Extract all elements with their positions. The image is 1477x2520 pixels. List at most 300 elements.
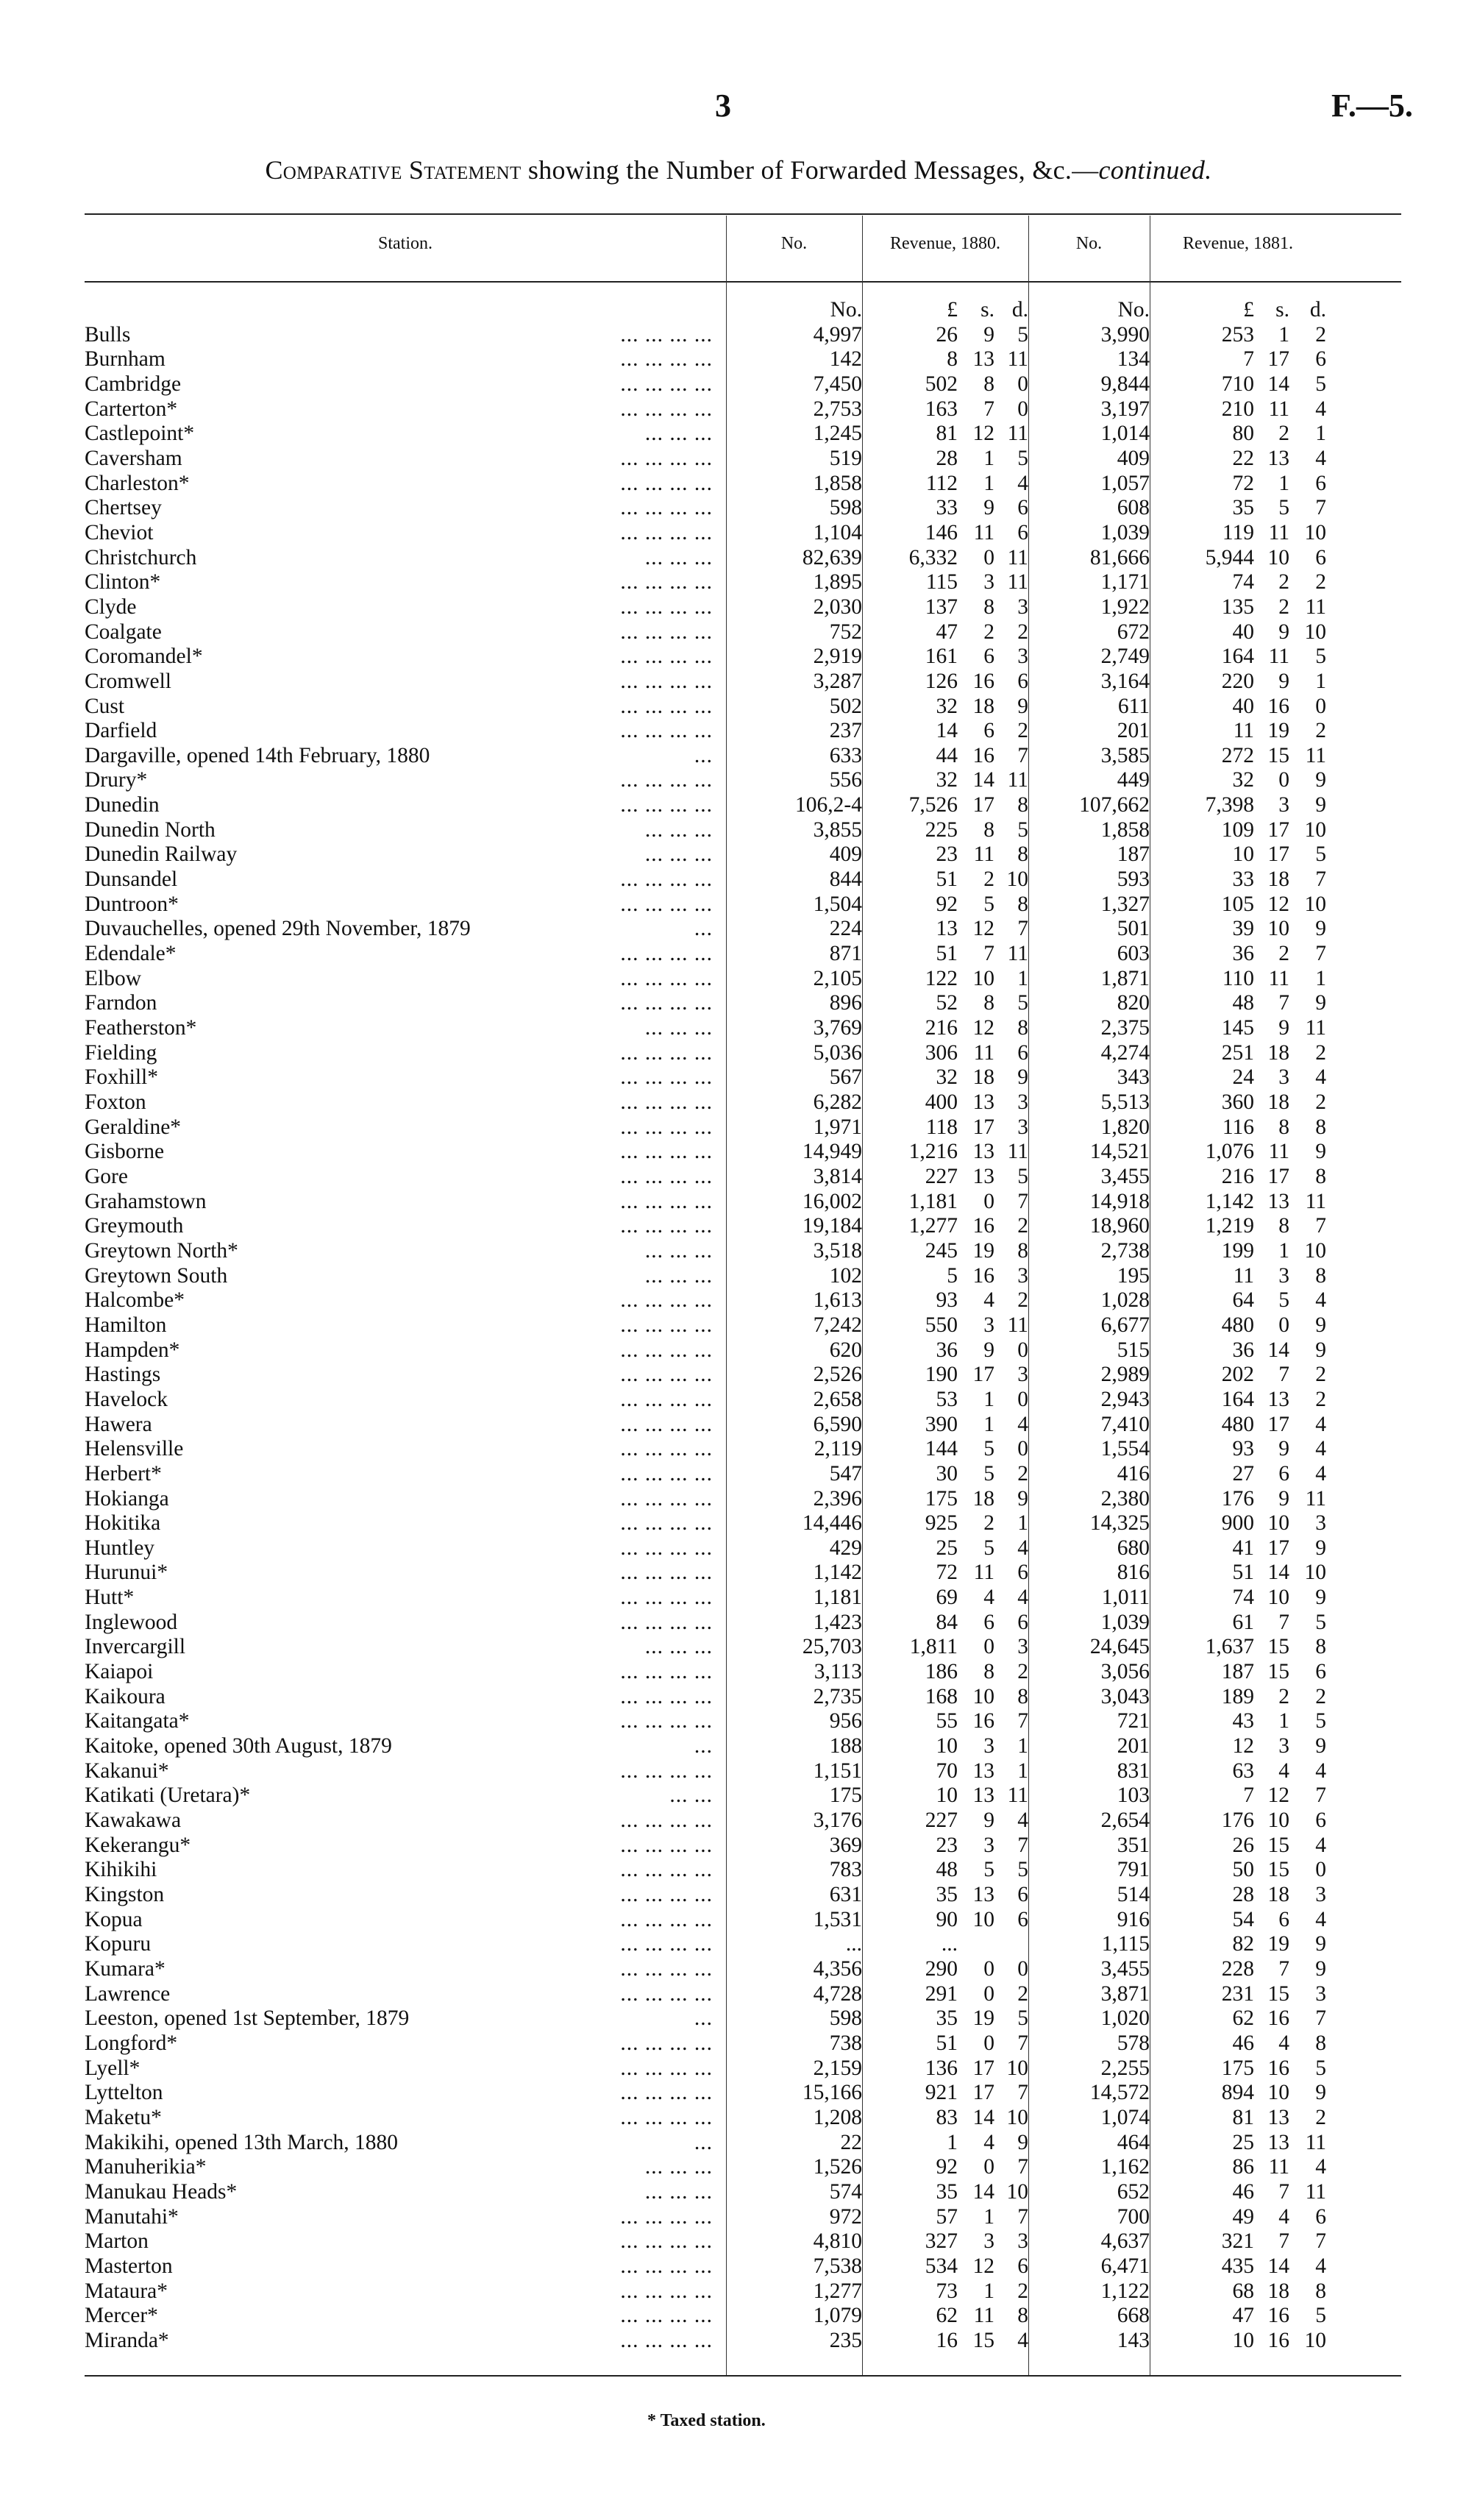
leader-dots: ... ... ... ... (620, 1313, 713, 1337)
count-1880: 547 (829, 1461, 862, 1486)
pounds-1881: 7 (1243, 1783, 1254, 1808)
leader-dots: ... (694, 2130, 713, 2154)
pounds-1881: 47 (1232, 2304, 1254, 2328)
pence-1881: 2 (1315, 1363, 1326, 1387)
count-1881: 1,020 (1100, 2006, 1150, 2031)
revenue-1881 (1150, 1041, 1326, 1066)
pounds-1880: 1,181 (908, 1189, 958, 1213)
shillings-1881: 15 (1267, 743, 1289, 767)
station-cell (85, 1932, 726, 1957)
unit-revenue (1150, 298, 1326, 323)
pence-1880: 0 (1017, 1338, 1028, 1362)
station-cell (85, 768, 726, 793)
pounds-1881: 135 (1221, 594, 1254, 619)
revenue-1880 (862, 892, 1028, 918)
shillings-1881: 2 (1278, 1684, 1289, 1708)
leader-dots: ... ... ... ... (620, 2081, 713, 2105)
count-1881: 9,844 (1100, 372, 1150, 396)
shillings-1881: 4 (1278, 2204, 1289, 2229)
table-row (85, 991, 1326, 1016)
table-row (85, 1660, 1326, 1685)
station-name: Manuherikia* (85, 2155, 207, 2179)
pence-1881: 0 (1315, 1858, 1326, 1882)
station-cell (85, 1487, 726, 1512)
table-row (85, 1288, 1326, 1313)
station-name: Clyde (85, 594, 137, 619)
station-cell (85, 1957, 726, 1982)
revenue-1881 (1150, 1883, 1326, 1908)
count-1880: 19,184 (802, 1214, 862, 1238)
pounds-1880: 44 (936, 743, 958, 767)
shillings-1880: 5 (983, 1858, 994, 1882)
leader-dots: ... ... ... ... (620, 1709, 713, 1733)
station-name: Halcombe* (85, 1288, 185, 1313)
pounds-1880: 534 (925, 2254, 958, 2278)
leader-dots: ... ... ... ... (620, 372, 713, 396)
count-1880: 4,997 (813, 322, 862, 347)
shillings-1881: 13 (1267, 1387, 1289, 1411)
pounds-1881: 145 (1221, 1016, 1254, 1040)
pounds-1880: 5 (947, 1263, 958, 1288)
station-cell (85, 1462, 726, 1487)
count-1880: 896 (829, 991, 862, 1015)
revenue-1881 (1150, 2205, 1326, 2230)
leader-dots: ... ... ... ... (620, 1586, 713, 1610)
pounds-1881: 1,076 (1205, 1140, 1254, 1164)
revenue-1880 (862, 2031, 1028, 2056)
station-name: Maketu* (85, 2105, 162, 2129)
station-name: Edendale* (85, 942, 177, 966)
revenue-1881 (1150, 2006, 1326, 2031)
station-cell (85, 2031, 726, 2056)
station-name: Manutahi* (85, 2204, 179, 2229)
leader-dots: ... ... ... ... (620, 446, 713, 470)
pounds-1880: 400 (925, 1090, 958, 1114)
count-1880: 598 (829, 2006, 862, 2031)
station-name: Invercargill (85, 1635, 186, 1659)
revenue-1880 (862, 1115, 1028, 1140)
station-cell (85, 447, 726, 472)
unit-shillings: s. (980, 298, 994, 322)
leader-dots: ... ... ... ... (620, 1758, 713, 1783)
station-cell (85, 1214, 726, 1239)
table-row (85, 570, 1326, 595)
station-name: Manukau Heads* (85, 2179, 238, 2204)
pounds-1881: 7 (1243, 347, 1254, 372)
shillings-1881: 8 (1278, 1115, 1289, 1139)
count-1881: 680 (1117, 1536, 1150, 1560)
leader-dots: ... ... ... ... (620, 2056, 713, 2080)
table-row (85, 967, 1326, 992)
shillings-1880: 0 (983, 2155, 994, 2179)
count-1880: 82,639 (802, 545, 862, 569)
table-row (85, 472, 1326, 497)
pounds-1881: 202 (1221, 1363, 1254, 1387)
table-row (85, 1388, 1326, 1413)
pence-1881: 2 (1315, 1090, 1326, 1114)
shillings-1880: 17 (972, 2056, 994, 2080)
pounds-1880: 1,811 (909, 1635, 958, 1659)
revenue-1880 (862, 2081, 1028, 2106)
shillings-1881: 18 (1267, 1040, 1289, 1065)
table-row (85, 2279, 1326, 2304)
table-row (85, 1908, 1326, 1933)
shillings-1880: 6 (983, 719, 994, 743)
table-row (85, 496, 1326, 521)
pounds-1881: 39 (1232, 917, 1254, 941)
count-1881: 2,380 (1100, 1486, 1150, 1511)
count-1881: 672 (1117, 620, 1150, 644)
count-1880: 16,002 (802, 1189, 862, 1213)
pence-1880: 3 (1017, 1115, 1028, 1139)
leader-dots: ... ... ... ... (620, 1610, 713, 1634)
shillings-1881: 2 (1278, 570, 1289, 594)
station-name: Dunedin Railway (85, 842, 238, 867)
table-row (85, 1783, 1326, 1809)
table-row (85, 1834, 1326, 1859)
count-1880: 106,2-4 (795, 793, 862, 817)
revenue-1880 (862, 1140, 1028, 1165)
station-name: Hokianga (85, 1486, 169, 1511)
count-1880: 3,113 (814, 1660, 862, 1684)
pounds-1881: 40 (1232, 694, 1254, 718)
count-1881: 3,056 (1100, 1660, 1150, 1684)
shillings-1880: 16 (972, 743, 994, 767)
station-cell (85, 546, 726, 571)
station-cell (85, 521, 726, 546)
revenue-1881 (1150, 1685, 1326, 1710)
pence-1881: 8 (1315, 2279, 1326, 2303)
revenue-1881 (1150, 1065, 1326, 1090)
table-row (85, 1982, 1326, 2007)
shillings-1880: 10 (972, 1684, 994, 1708)
count-1881: 1,858 (1100, 817, 1150, 842)
pounds-1880: 1 (947, 2130, 958, 2154)
count-1881: 6,471 (1100, 2254, 1150, 2278)
header-revenue-1880: Revenue, 1880. (890, 234, 1000, 253)
leader-dots: ... ... ... ... (620, 347, 713, 372)
shillings-1880: 3 (983, 1833, 994, 1857)
shillings-1881: 1 (1278, 322, 1289, 347)
table-row (85, 1016, 1326, 1041)
pence-1880: 10 (1006, 867, 1028, 892)
count-1880: 574 (829, 2179, 862, 2204)
revenue-1880 (862, 1214, 1028, 1239)
pounds-1881: 81 (1232, 2105, 1254, 2129)
pence-1881: 2 (1315, 322, 1326, 347)
pence-1881: 8 (1315, 1263, 1326, 1288)
revenue-1881 (1150, 1982, 1326, 2007)
revenue-1880 (862, 397, 1028, 422)
revenue-1881 (1150, 1239, 1326, 1264)
count-1881: 2,749 (1100, 645, 1150, 669)
pounds-1880: 7,526 (908, 793, 958, 817)
pounds-1881: 36 (1232, 942, 1254, 966)
count-1881: 514 (1117, 1883, 1150, 1906)
revenue-1881 (1150, 1363, 1326, 1388)
leader-dots: ... ... ... ... (620, 1090, 713, 1114)
pounds-1881: 710 (1221, 372, 1254, 396)
count-1880: 2,396 (813, 1486, 862, 1511)
leader-dots: ... (694, 743, 713, 767)
station-name: Kawakawa (85, 1809, 182, 1833)
station-name: Makikihi, opened 13th March, 1880 (85, 2130, 399, 2154)
pounds-1881: 5,944 (1205, 545, 1254, 569)
station-name: Fielding (85, 1040, 157, 1065)
pounds-1880: 1,277 (908, 1214, 958, 1238)
station-name: Katikati (Uretara)* (85, 1783, 251, 1808)
shillings-1881: 4 (1278, 2031, 1289, 2055)
pence-1880: 6 (1017, 2254, 1028, 2278)
pence-1881: 5 (1315, 1610, 1326, 1634)
station-name: Foxhill* (85, 1065, 158, 1090)
table-row (85, 942, 1326, 967)
count-1881: 1,057 (1100, 471, 1150, 495)
pounds-1880: 48 (936, 1858, 958, 1882)
station-cell (85, 695, 726, 720)
shillings-1880: 13 (972, 1090, 994, 1114)
count-1881: 6,677 (1100, 1313, 1150, 1337)
pence-1880: 4 (1017, 1586, 1028, 1610)
pounds-1880: 190 (925, 1363, 958, 1387)
revenue-1881 (1150, 793, 1326, 818)
count-1880: 4,356 (813, 1956, 862, 1981)
revenue-1880 (862, 2106, 1028, 2131)
station-cell (85, 2180, 726, 2205)
station-cell (85, 1834, 726, 1859)
shillings-1880: 7 (983, 942, 994, 966)
count-1881: 351 (1117, 1833, 1150, 1857)
pence-1880: 10 (1006, 2056, 1028, 2080)
pounds-1881: 51 (1232, 1561, 1254, 1585)
pounds-1880: 13 (936, 917, 958, 941)
revenue-1880 (862, 645, 1028, 670)
pence-1880: 7 (1017, 917, 1028, 941)
count-1881: 603 (1117, 942, 1150, 966)
leader-dots: ... ... ... (644, 1016, 713, 1040)
station-name: Kopua (85, 1907, 143, 1931)
table-row (85, 2056, 1326, 2081)
revenue-1880 (862, 1065, 1028, 1090)
shillings-1881: 11 (1268, 520, 1289, 544)
shillings-1880: 7 (983, 397, 994, 421)
station-cell (85, 645, 726, 670)
pence-1881: 10 (1304, 1561, 1326, 1585)
shillings-1880: 12 (972, 1016, 994, 1040)
leader-dots: ... ... ... ... (620, 2229, 713, 2254)
count-1881: 608 (1117, 496, 1150, 520)
leader-dots: ... ... ... ... (620, 867, 713, 892)
shillings-1880: 13 (972, 347, 994, 372)
revenue-1880 (862, 1957, 1028, 1982)
pounds-1880: 146 (925, 520, 958, 544)
pence-1881: 9 (1315, 1313, 1326, 1337)
revenue-1881 (1150, 397, 1326, 422)
pounds-1881: 40 (1232, 620, 1254, 644)
station-name: Hutt* (85, 1586, 135, 1610)
shillings-1881: 1 (1278, 1238, 1289, 1263)
revenue-1880 (862, 1313, 1028, 1338)
revenue-1880 (862, 991, 1028, 1016)
pence-1881: 2 (1315, 570, 1326, 594)
count-1881: 721 (1117, 1709, 1150, 1733)
pounds-1881: 253 (1221, 322, 1254, 347)
pounds-1880: 90 (936, 1907, 958, 1931)
pounds-1880: 227 (925, 1164, 958, 1188)
leader-dots: ... ... ... ... (620, 1412, 713, 1436)
station-name: Cromwell (85, 669, 171, 693)
revenue-1881 (1150, 347, 1326, 372)
pounds-1881: 61 (1232, 1610, 1254, 1634)
table-row (85, 620, 1326, 645)
revenue-1880 (862, 1586, 1028, 1611)
station-name: Kihikihi (85, 1858, 157, 1882)
revenue-1880 (862, 521, 1028, 546)
pounds-1880: 25 (936, 1536, 958, 1560)
station-cell (85, 1041, 726, 1066)
leader-dots: ... ... ... (644, 842, 713, 867)
shillings-1881: 10 (1267, 1586, 1289, 1610)
count-1880: 7,538 (813, 2254, 862, 2278)
leader-dots: ... ... ... ... (620, 620, 713, 644)
shillings-1881: 3 (1278, 1263, 1289, 1288)
shillings-1881: 2 (1278, 422, 1289, 446)
pounds-1880: 168 (925, 1684, 958, 1708)
shillings-1881: 13 (1267, 446, 1289, 470)
pence-1881: 9 (1315, 917, 1326, 941)
count-1880: 5,036 (813, 1040, 862, 1065)
pounds-1880: 70 (936, 1758, 958, 1783)
revenue-1880 (862, 1487, 1028, 1512)
leader-dots: ... ... ... ... (620, 1907, 713, 1931)
table-row (85, 917, 1326, 942)
pounds-1880: 73 (936, 2279, 958, 2303)
station-name: Kaikoura (85, 1684, 166, 1708)
count-1880: 22 (840, 2130, 862, 2154)
pounds-1880: 33 (936, 496, 958, 520)
leader-dots: ... ... ... ... (620, 2304, 713, 2328)
count-1880: 14,446 (802, 1511, 862, 1536)
station-name: Coromandel* (85, 645, 203, 669)
header-revenue-1881: Revenue, 1881. (1183, 234, 1293, 253)
station-cell (85, 372, 726, 397)
pounds-1881: 480 (1221, 1412, 1254, 1436)
leader-dots: ... ... ... ... (620, 2031, 713, 2055)
pence-1880: 6 (1017, 496, 1028, 520)
table-row (85, 1561, 1326, 1586)
station-name: Kumara* (85, 1956, 166, 1981)
shillings-1880: 13 (972, 1883, 994, 1906)
pounds-1881: 176 (1221, 1809, 1254, 1833)
station-name: Coalgate (85, 620, 162, 644)
revenue-1880 (862, 2229, 1028, 2254)
shillings-1880: 0 (983, 1981, 994, 2006)
pounds-1880: 26 (936, 322, 958, 347)
station-cell (85, 472, 726, 497)
revenue-1881 (1150, 570, 1326, 595)
shillings-1881: 9 (1278, 620, 1289, 644)
count-1881: 2,738 (1100, 1238, 1150, 1263)
count-1881: 1,014 (1100, 422, 1150, 446)
revenue-1880 (862, 1883, 1028, 1908)
shillings-1880: 8 (983, 594, 994, 619)
pounds-1880: 32 (936, 768, 958, 792)
shillings-1881: 7 (1278, 1610, 1289, 1634)
count-1881: 578 (1117, 2031, 1150, 2055)
pounds-1880: 550 (925, 1313, 958, 1337)
station-name: Kekerangu* (85, 1833, 191, 1857)
table-row (85, 1165, 1326, 1190)
pounds-1881: 72 (1232, 471, 1254, 495)
shillings-1881: 9 (1278, 1486, 1289, 1511)
pounds-1880: 245 (925, 1238, 958, 1263)
pence-1880: 5 (1017, 1858, 1028, 1882)
pounds-1880: 35 (936, 1883, 958, 1906)
pence-1880: 1 (1017, 966, 1028, 990)
revenue-1881 (1150, 1660, 1326, 1685)
station-name: Featherston* (85, 1016, 197, 1040)
pounds-1880: 69 (936, 1586, 958, 1610)
pounds-1880: 23 (936, 1833, 958, 1857)
pounds-1881: 86 (1232, 2155, 1254, 2179)
title-body: showing the Number of Forwarded Messages, &c.— (521, 155, 1099, 185)
station-name: Geraldine* (85, 1115, 182, 1139)
pence-1881: 9 (1315, 1140, 1326, 1164)
pence-1880: 11 (1007, 1140, 1028, 1164)
pence-1881: 8 (1315, 1115, 1326, 1139)
station-cell (85, 422, 726, 447)
shillings-1881: 9 (1278, 1016, 1289, 1040)
count-1880: 1,423 (813, 1610, 862, 1634)
shillings-1881: 16 (1267, 2304, 1289, 2328)
pence-1880: 3 (1017, 645, 1028, 669)
count-1880: 1,971 (813, 1115, 862, 1139)
pence-1880: 9 (1017, 1486, 1028, 1511)
shillings-1880: 2 (983, 1511, 994, 1536)
pounds-1881: 49 (1232, 2204, 1254, 2229)
pounds-1881: 231 (1221, 1981, 1254, 2006)
pence-1881: 4 (1315, 1833, 1326, 1857)
leader-dots: ... ... ... ... (620, 942, 713, 966)
pence-1881: 7 (1315, 496, 1326, 520)
station-name: Masterton (85, 2254, 173, 2278)
pounds-1881: 199 (1221, 1238, 1254, 1263)
pence-1881: 4 (1315, 1437, 1326, 1461)
count-1881: 652 (1117, 2179, 1150, 2204)
leader-dots: ... ... ... (644, 422, 713, 446)
table-row (85, 1734, 1326, 1759)
table-row (85, 2006, 1326, 2031)
shillings-1880: 18 (972, 1486, 994, 1511)
station-name: Bulls (85, 322, 131, 347)
revenue-1880 (862, 1635, 1028, 1660)
revenue-1880 (862, 1611, 1028, 1636)
station-cell (85, 1313, 726, 1338)
pounds-1881: 46 (1232, 2179, 1254, 2204)
table-row (85, 1932, 1326, 1957)
table-row (85, 1809, 1326, 1834)
station-name: Kopuru (85, 1932, 152, 1956)
pence-1880: 2 (1017, 2279, 1028, 2303)
pounds-1880: 175 (925, 1486, 958, 1511)
table-row (85, 521, 1326, 546)
station-name: Cambridge (85, 372, 182, 396)
leader-dots: ... ... ... ... (620, 1833, 713, 1857)
leader-dots: ... ... ... ... (620, 322, 713, 347)
shillings-1881: 10 (1267, 1809, 1289, 1833)
count-1880: 1,504 (813, 892, 862, 916)
revenue-1880 (862, 1660, 1028, 1685)
